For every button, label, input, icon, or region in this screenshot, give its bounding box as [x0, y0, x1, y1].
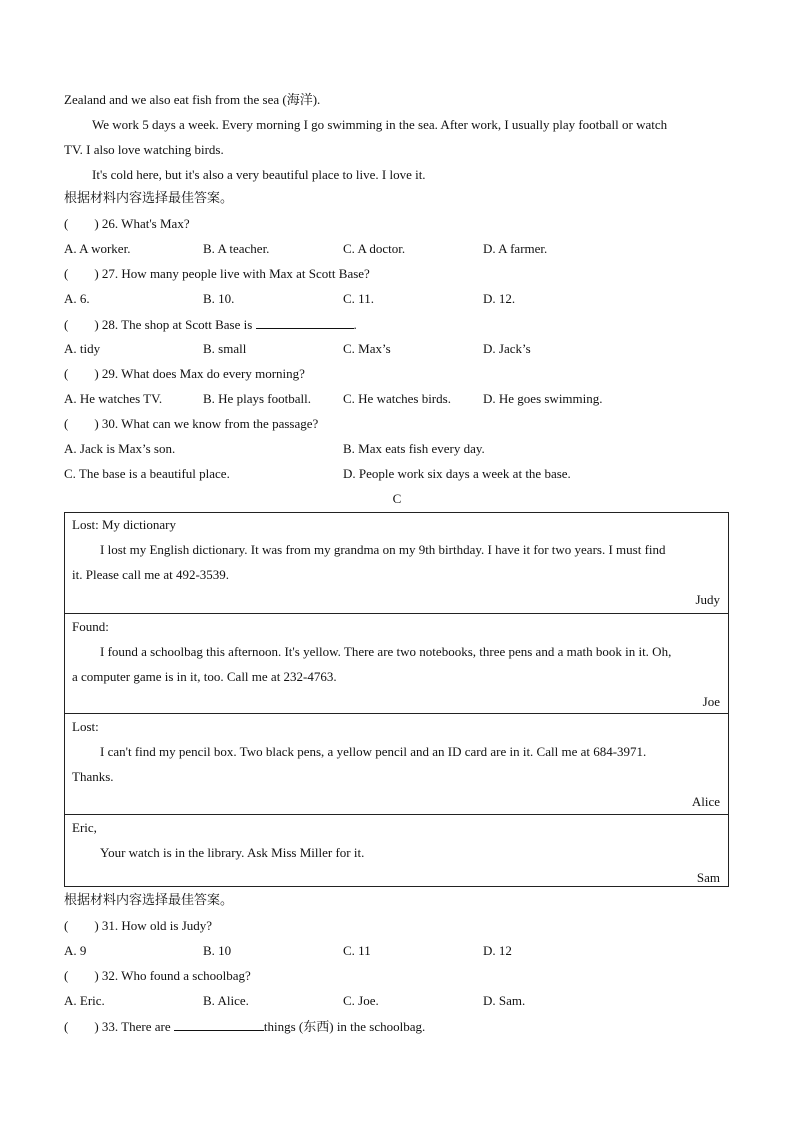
answer-bracket[interactable]: ( ) — [64, 416, 99, 431]
question-text: 27. How many people live with Max at Scott Base? — [101, 266, 370, 281]
notice-body: Your watch is in the library. Ask Miss Miller for it. — [100, 845, 365, 860]
question-text: 26. What's Max? — [101, 216, 190, 231]
notice-cell — [65, 814, 728, 886]
question-text: 33. There are — [101, 1019, 171, 1034]
option-b: B. small — [203, 341, 247, 356]
option-c: C. Max’s — [343, 341, 391, 356]
question-text: 29. What does Max do every morning? — [101, 366, 305, 381]
question-text: 31. How old is Judy? — [101, 918, 213, 933]
option-d: D. Sam. — [483, 993, 526, 1008]
notice-cell — [65, 713, 728, 814]
answer-bracket[interactable]: ( ) — [64, 317, 99, 332]
question-text: 32. Who found a schoolbag? — [101, 968, 251, 983]
option-c: C. A doctor. — [343, 241, 406, 256]
question-31 — [64, 918, 212, 934]
option-b: B. He plays football. — [203, 391, 311, 406]
option-c: C. He watches birds. — [343, 391, 451, 406]
notice-signature: Judy — [695, 592, 720, 607]
question-27 — [64, 266, 370, 282]
option-d: D. He goes swimming. — [483, 391, 603, 406]
fill-in-blank[interactable] — [256, 316, 354, 329]
answer-bracket[interactable]: ( ) — [64, 216, 99, 231]
question-28 — [64, 316, 357, 333]
answer-bracket[interactable]: ( ) — [64, 366, 99, 381]
notice-cell — [65, 513, 728, 613]
option-d: D. People work six days a week at the base. — [343, 466, 571, 481]
notice-body: Thanks. — [72, 769, 114, 784]
option-b: B. 10. — [203, 291, 235, 306]
option-a: A. He watches TV. — [64, 391, 163, 406]
notice-heading: Eric, — [72, 820, 97, 835]
option-d: D. 12 — [483, 943, 512, 958]
section-label: C — [392, 491, 402, 506]
option-d: D. 12. — [483, 291, 516, 306]
option-c: C. 11 — [343, 943, 371, 958]
option-c: C. The base is a beautiful place. — [64, 466, 230, 481]
option-a: A. Eric. — [64, 993, 105, 1008]
answer-bracket[interactable]: ( ) — [64, 266, 99, 281]
question-33 — [64, 1018, 425, 1035]
question-text-end: things (东西) in the schoolbag. — [263, 1019, 426, 1034]
notice-heading: Lost: My dictionary — [72, 517, 176, 532]
option-a: A. 9 — [64, 943, 87, 958]
notice-heading: Lost: — [72, 719, 99, 734]
option-c: C. Joe. — [343, 993, 379, 1008]
instruction: 根据材料内容选择最佳答案。 — [64, 191, 234, 206]
option-a: A. A worker. — [64, 241, 131, 256]
answer-bracket[interactable]: ( ) — [64, 1019, 99, 1034]
option-d: D. A farmer. — [483, 241, 548, 256]
notice-cell — [65, 613, 728, 713]
option-b: B. Alice. — [203, 993, 249, 1008]
notice-body: a computer game is in it, too. Call me at 232-4763. — [72, 669, 337, 684]
question-26 — [64, 216, 190, 232]
question-29 — [64, 366, 305, 382]
passage-line: TV. I also love watching birds. — [64, 142, 224, 157]
notice-signature: Alice — [691, 794, 720, 809]
question-text: 28. The shop at Scott Base is — [101, 317, 253, 332]
question-text: 30. What can we know from the passage? — [101, 416, 319, 431]
notice-body: I found a schoolbag this afternoon. It's yellow. There are two notebooks, three pens and a math book in it. Oh, — [100, 644, 672, 659]
fill-in-blank[interactable] — [174, 1018, 264, 1031]
answer-bracket[interactable]: ( ) — [64, 918, 99, 933]
option-d: D. Jack’s — [483, 341, 531, 356]
notice-table — [64, 512, 729, 887]
question-text-end: . — [353, 317, 357, 332]
passage-line: We work 5 days a week. Every morning I go swimming in the sea. After work, I usually play football or watch — [92, 117, 668, 132]
notice-body: I can't find my pencil box. Two black pens, a yellow pencil and an ID card are in it. Call me at 684-3971. — [100, 744, 647, 759]
passage-line: It's cold here, but it's also a very beautiful place to live. I love it. — [92, 167, 426, 182]
option-a: A. Jack is Max’s son. — [64, 441, 176, 456]
notice-body: it. Please call me at 492-3539. — [72, 567, 230, 582]
notice-body: I lost my English dictionary. It was from my grandma on my 9th birthday. I have it for two years. I must find — [100, 542, 666, 557]
passage-line: Zealand and we also eat fish from the sea (海洋). — [64, 92, 321, 107]
answer-bracket[interactable]: ( ) — [64, 968, 99, 983]
option-c: C. 11. — [343, 291, 374, 306]
option-b: B. A teacher. — [203, 241, 270, 256]
question-32 — [64, 968, 251, 984]
notice-signature: Joe — [702, 694, 720, 709]
option-a: A. 6. — [64, 291, 90, 306]
option-b: B. Max eats fish every day. — [343, 441, 485, 456]
option-b: B. 10 — [203, 943, 232, 958]
notice-heading: Found: — [72, 619, 109, 634]
question-30 — [64, 416, 318, 432]
notice-signature: Sam — [696, 870, 720, 885]
option-a: A. tidy — [64, 341, 101, 356]
instruction: 根据材料内容选择最佳答案。 — [64, 893, 234, 908]
